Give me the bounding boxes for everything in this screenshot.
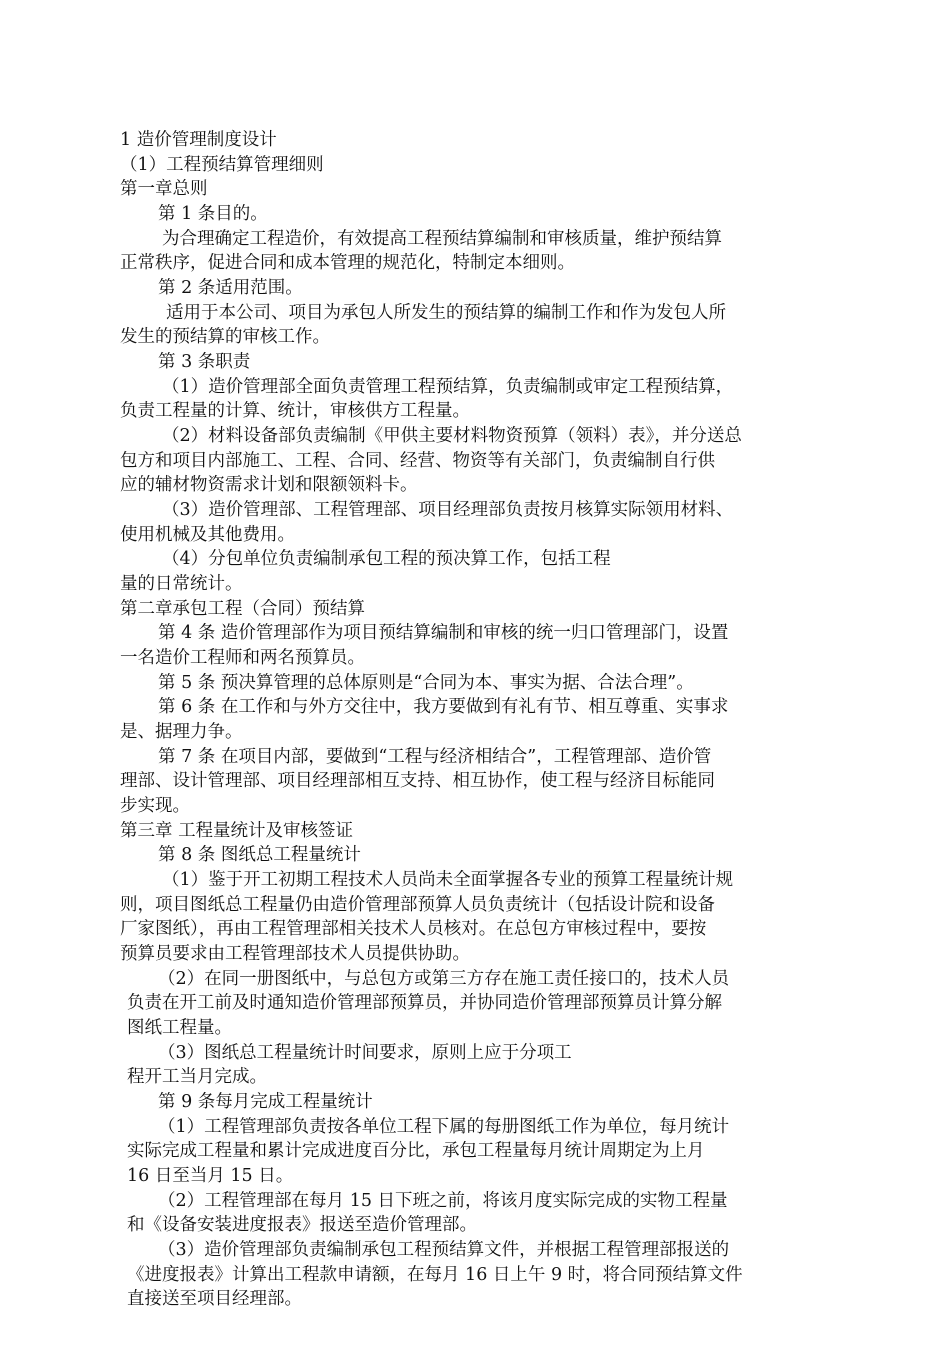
paragraph-line: （3）造价管理部、工程管理部、项目经理部负责按月核算实际领用材料、 [162, 500, 734, 520]
paragraph-line: 负责在开工前及时通知造价管理部预算员，并协同造价管理部预算员计算分解 [127, 993, 722, 1013]
paragraph-line: 第 7 条 在项目内部，要做到“工程与经济相结合”，工程管理部、造价管 [158, 747, 712, 767]
paragraph-line: 第 4 条 造价管理部作为项目预结算编制和审核的统一归口管理部门，设置 [158, 623, 729, 643]
paragraph-line: （2）材料设备部负责编制《甲供主要材料物资预算（领料）表》，并分送总 [162, 426, 742, 446]
paragraph-line: 包方和项目内部施工、工程、合同、经营、物资等有关部门，负责编制自行供 [120, 451, 715, 471]
article-heading: 第 8 条 图纸总工程量统计 [158, 845, 361, 865]
paragraph-line: 第 5 条 预决算管理的总体原则是“合同为本、事实为据、合法合理”。 [158, 673, 694, 693]
paragraph-line: 16 日至当月 15 日。 [127, 1166, 294, 1186]
article-heading: 第 3 条职责 [158, 352, 251, 372]
paragraph-line: 图纸工程量。 [127, 1018, 232, 1038]
subsection-heading: （1）工程预结算管理细则 [120, 155, 324, 175]
paragraph-line: 《进度报表》计算出工程款申请额，在每月 16 日上午 9 时，将合同预结算文件 [127, 1265, 743, 1285]
paragraph-line: （3）造价管理部负责编制承包工程预结算文件，并根据工程管理部报送的 [158, 1240, 730, 1260]
paragraph-line: 是、据理力争。 [120, 722, 243, 742]
paragraph-line: （1）工程管理部负责按各单位工程下属的每册图纸工作为单位，每月统计 [158, 1117, 730, 1137]
paragraph-line: 量的日常统计。 [120, 574, 243, 594]
paragraph-line: 实际完成工程量和累计完成进度百分比，承包工程量每月统计周期定为上月 [127, 1141, 705, 1161]
paragraph-line: （3）图纸总工程量统计时间要求，原则上应于分项工 [158, 1043, 572, 1063]
paragraph-line: 程开工当月完成。 [127, 1067, 267, 1087]
paragraph-line: 适用于本公司、项目为承包人所发生的预结算的编制工作和作为发包人所 [166, 303, 726, 323]
paragraph-line: （4）分包单位负责编制承包工程的预决算工作，包括工程 [162, 549, 611, 569]
paragraph-line: 发生的预结算的审核工作。 [120, 327, 330, 347]
paragraph-line: 理部、设计管理部、项目经理部相互支持、相互协作，使工程与经济目标能同 [120, 771, 715, 791]
paragraph-line: （2）在同一册图纸中，与总包方或第三方存在施工责任接口的，技术人员 [158, 969, 730, 989]
section-heading: 1 造价管理制度设计 [120, 130, 277, 150]
paragraph-line: 则，项目图纸总工程量仍由造价管理部预算人员负责统计（包括设计院和设备 [120, 895, 715, 915]
paragraph-line: （1）造价管理部全面负责管理工程预结算，负责编制或审定工程预结算， [162, 377, 734, 397]
paragraph-line: 一名造价工程师和两名预算员。 [120, 648, 365, 668]
article-heading: 第 1 条目的。 [158, 204, 268, 224]
paragraph-line: （1）鉴于开工初期工程技术人员尚未全面掌握各专业的预算工程量统计规 [162, 870, 734, 890]
paragraph-line: 正常秩序，促进合同和成本管理的规范化，特制定本细则。 [120, 253, 575, 273]
paragraph-line: 厂家图纸），再由工程管理部相关技术人员核对。在总包方审核过程中，要按 [120, 919, 707, 939]
paragraph-line: 第 6 条 在工作和与外方交往中，我方要做到有礼有节、相互尊重、实事求 [158, 697, 729, 717]
paragraph-line: 步实现。 [120, 796, 190, 816]
paragraph-line: 使用机械及其他费用。 [120, 525, 295, 545]
paragraph-line: 负责工程量的计算、统计，审核供方工程量。 [120, 401, 470, 421]
article-heading: 第 2 条适用范围。 [158, 278, 303, 298]
paragraph-line: 应的辅材物资需求计划和限额领料卡。 [120, 475, 418, 495]
chapter-heading: 第二章承包工程（合同）预结算 [120, 599, 365, 619]
paragraph-line: 预算员要求由工程管理部技术人员提供协助。 [120, 944, 470, 964]
paragraph-line: （2）工程管理部在每月 15 日下班之前，将该月度实际完成的实物工程量 [158, 1191, 728, 1211]
article-heading: 第 9 条每月完成工程量统计 [158, 1092, 373, 1112]
paragraph-line: 和《设备安装进度报表》报送至造价管理部。 [127, 1215, 477, 1235]
chapter-heading: 第三章 工程量统计及审核签证 [120, 821, 354, 841]
paragraph-line: 直接送至项目经理部。 [127, 1289, 302, 1309]
paragraph-line: 为合理确定工程造价，有效提高工程预结算编制和审核质量，维护预结算 [162, 229, 722, 249]
chapter-heading: 第一章总则 [120, 179, 208, 199]
